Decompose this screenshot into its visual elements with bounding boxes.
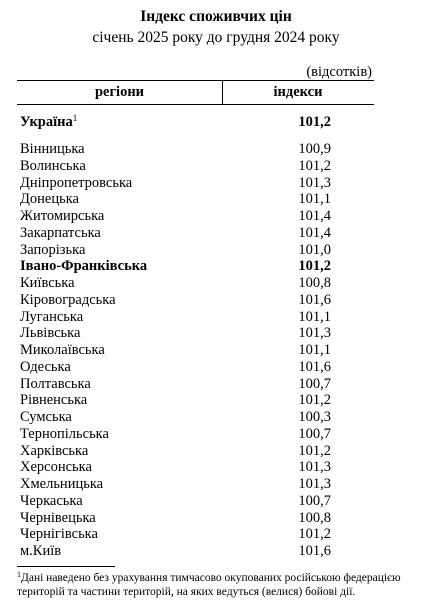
table-row [0,392,432,409]
table-row [0,409,432,426]
region-index: 101,3 [298,174,331,191]
region-name: Чернігівська [20,526,98,543]
column-header-regions: регіони [94,84,145,100]
region-index: 101,2 [298,157,331,174]
region-index: 100,7 [298,425,331,442]
table-row-total [0,114,432,131]
table-row [0,443,432,460]
region-name: Івано-Франківська [20,258,148,275]
table-row [0,191,432,208]
footnote-marker: 1 [72,113,78,123]
region-name: Миколаївська [20,342,105,358]
region-name: Полтавська [20,375,91,392]
table-row [0,242,432,259]
region-index: 101,6 [298,358,331,375]
table-row [0,476,432,493]
region-index: 101,4 [298,224,331,241]
total-label [20,114,77,131]
table-header-rule [17,104,374,105]
region-name: Херсонська [20,459,92,476]
table-row [0,141,432,158]
table-row [0,158,432,175]
footnote-mark: 1 [17,570,21,579]
region-index: 100,7 [298,375,331,392]
region-index: 101,1 [298,308,331,325]
region-name: Львівська [20,325,81,342]
table-row [0,275,432,292]
table-row [0,376,432,393]
region-index: 101,2 [298,392,331,409]
region-index: 101,3 [298,325,331,342]
region-name: Чернівецька [20,509,96,526]
table-row [0,510,432,527]
region-name: Закарпатська [20,224,101,241]
footnote [17,571,425,599]
table-row [0,342,432,359]
region-name: Харківська [20,442,89,459]
region-index: 101,6 [298,543,331,559]
unit-label: (відсотків) [306,64,372,80]
region-name: Сумська [20,409,72,425]
region-index: 101,0 [298,241,331,258]
region-name: Тернопільська [20,425,109,442]
table-row [0,292,432,309]
region-name: м.Київ [20,543,62,559]
total-value: 101,2 [298,114,331,130]
region-index: 100,8 [298,509,331,526]
table-row [0,258,432,275]
table-row [0,493,432,510]
region-index: 101,6 [298,291,331,308]
region-name: Кіровоградська [20,291,116,308]
region-index: 101,1 [298,191,331,208]
table-row [0,309,432,326]
region-name: Житомирська [20,208,105,224]
region-index: 101,3 [298,459,331,476]
region-name: Черкаська [20,492,83,509]
table-row [0,359,432,376]
region-index: 100,9 [298,141,331,157]
table-top-rule [17,80,374,81]
region-name: Рівненська [20,392,88,409]
region-name: Луганська [20,308,84,325]
table-row [0,208,432,225]
table-row [0,526,432,543]
table-row [0,225,432,242]
page-subtitle: січень 2025 року до грудня 2024 року [92,29,340,46]
region-name: Київська [20,275,75,291]
region-index: 101,3 [298,476,331,492]
region-index: 101,1 [298,342,331,358]
region-name: Запорізька [20,241,86,258]
region-name: Волинська [20,157,86,174]
table-row [0,543,432,560]
table-row [0,325,432,342]
footnote-text: Дані наведено без урахування тимчасово окупованих російською федерацією територій та частини територій, на яких ведуться (велися) бойові дії. [17,572,401,598]
total-label-text: Україна [20,114,73,130]
table-row [0,459,432,476]
region-index: 100,7 [298,492,331,509]
page-title: Індекс споживчих цін [140,8,292,25]
column-header-indices: індекси [273,84,323,100]
region-name: Вінницька [20,141,85,157]
region-name: Одеська [20,358,71,375]
region-index: 101,2 [298,258,331,275]
footnote-rule [17,566,115,567]
table-row [0,426,432,443]
region-index: 101,4 [298,208,331,224]
region-name: Хмельницька [20,476,104,492]
region-name: Дніпропетровська [20,174,133,191]
region-index: 101,2 [298,526,331,543]
region-index: 100,8 [298,275,331,291]
region-index: 100,3 [298,409,331,425]
region-name: Донецька [20,191,79,208]
region-index: 101,2 [298,442,331,459]
table-row [0,175,432,192]
